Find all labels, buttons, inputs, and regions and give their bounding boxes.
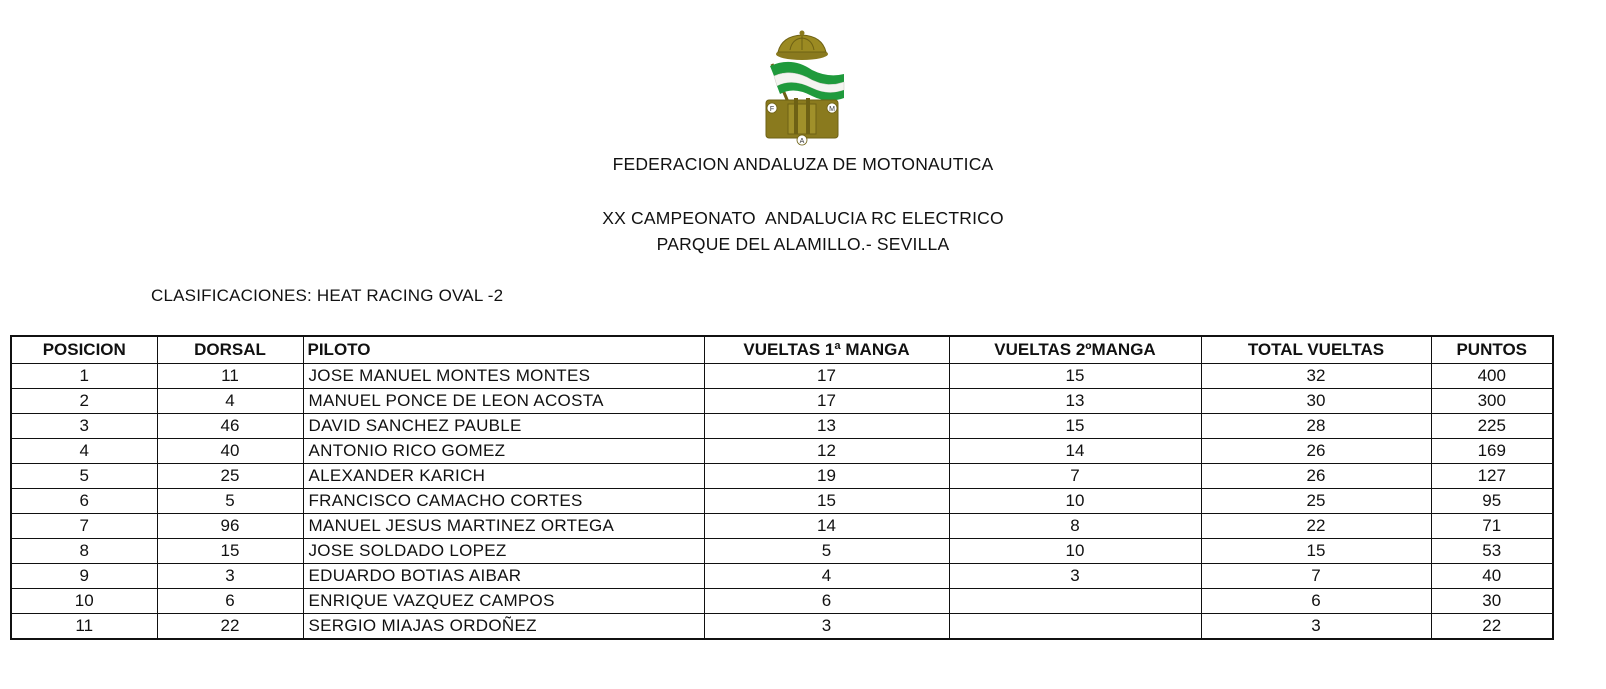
cell-total-vueltas: 7 xyxy=(1201,564,1431,589)
cell-posicion: 2 xyxy=(11,389,157,414)
table-row xyxy=(11,614,1553,640)
cell-piloto: SERGIO MIAJAS ORDOÑEZ xyxy=(303,614,704,640)
cell-vueltas-2 xyxy=(949,589,1201,614)
column-header-dorsal: DORSAL xyxy=(157,336,303,364)
cell-vueltas-2: 7 xyxy=(949,464,1201,489)
cell-vueltas-1: 17 xyxy=(704,364,949,389)
cell-dorsal: 11 xyxy=(157,364,303,389)
cell-dorsal: 46 xyxy=(157,414,303,439)
column-header-vueltas-2: VUELTAS 2ºMANGA xyxy=(949,336,1201,364)
cell-piloto: MANUEL JESUS MARTINEZ ORTEGA xyxy=(303,514,704,539)
table-row xyxy=(11,589,1553,614)
cell-vueltas-1: 19 xyxy=(704,464,949,489)
column-header-posicion: POSICION xyxy=(11,336,157,364)
organization-title: FEDERACION ANDALUZA DE MOTONAUTICA xyxy=(612,154,994,174)
cell-puntos: 127 xyxy=(1431,464,1553,489)
cell-vueltas-1: 15 xyxy=(704,489,949,514)
cell-dorsal: 40 xyxy=(157,439,303,464)
cell-posicion: 5 xyxy=(11,464,157,489)
cell-total-vueltas: 30 xyxy=(1201,389,1431,414)
cell-posicion: 11 xyxy=(11,614,157,640)
crown-icon xyxy=(776,31,828,61)
cell-dorsal: 96 xyxy=(157,514,303,539)
cell-dorsal: 6 xyxy=(157,589,303,614)
cell-puntos: 71 xyxy=(1431,514,1553,539)
table-row xyxy=(11,464,1553,489)
cell-vueltas-2: 14 xyxy=(949,439,1201,464)
cell-dorsal: 5 xyxy=(157,489,303,514)
cell-piloto: ANTONIO RICO GOMEZ xyxy=(303,439,704,464)
cell-vueltas-1: 4 xyxy=(704,564,949,589)
cell-total-vueltas: 3 xyxy=(1201,614,1431,640)
cell-piloto: DAVID SANCHEZ PAUBLE xyxy=(303,414,704,439)
cell-piloto: EDUARDO BOTIAS AIBAR xyxy=(303,564,704,589)
cell-posicion: 1 xyxy=(11,364,157,389)
cell-total-vueltas: 6 xyxy=(1201,589,1431,614)
cell-vueltas-2 xyxy=(949,614,1201,640)
venue-title: PARQUE DEL ALAMILLO.- SEVILLA xyxy=(656,234,950,254)
cell-vueltas-2: 10 xyxy=(949,539,1201,564)
cell-vueltas-1: 13 xyxy=(704,414,949,439)
cell-puntos: 53 xyxy=(1431,539,1553,564)
column-header-total-vueltas: TOTAL VUELTAS xyxy=(1201,336,1431,364)
cell-puntos: 300 xyxy=(1431,389,1553,414)
cell-vueltas-1: 6 xyxy=(704,589,949,614)
table-row xyxy=(11,364,1553,389)
cell-total-vueltas: 15 xyxy=(1201,539,1431,564)
results-table xyxy=(10,335,1554,640)
cell-total-vueltas: 25 xyxy=(1201,489,1431,514)
cell-piloto: FRANCISCO CAMACHO CORTES xyxy=(303,489,704,514)
column-header-vueltas-1: VUELTAS 1ª MANGA xyxy=(704,336,949,364)
cell-dorsal: 15 xyxy=(157,539,303,564)
svg-text:A: A xyxy=(799,138,805,145)
cell-dorsal: 25 xyxy=(157,464,303,489)
cell-vueltas-1: 5 xyxy=(704,539,949,564)
cell-piloto: ENRIQUE VAZQUEZ CAMPOS xyxy=(303,589,704,614)
table-row xyxy=(11,489,1553,514)
cell-puntos: 22 xyxy=(1431,614,1553,640)
cell-puntos: 30 xyxy=(1431,589,1553,614)
table-row xyxy=(11,539,1553,564)
cell-piloto: ALEXANDER KARICH xyxy=(303,464,704,489)
svg-text:M: M xyxy=(829,106,835,113)
cell-vueltas-1: 14 xyxy=(704,514,949,539)
federation-logo xyxy=(752,30,852,148)
table-row xyxy=(11,414,1553,439)
cell-total-vueltas: 28 xyxy=(1201,414,1431,439)
cell-vueltas-2: 15 xyxy=(949,414,1201,439)
cell-posicion: 7 xyxy=(11,514,157,539)
cell-piloto: MANUEL PONCE DE LEON ACOSTA xyxy=(303,389,704,414)
cell-vueltas-2: 8 xyxy=(949,514,1201,539)
cell-dorsal: 3 xyxy=(157,564,303,589)
cell-vueltas-1: 3 xyxy=(704,614,949,640)
cell-puntos: 95 xyxy=(1431,489,1553,514)
cell-puntos: 40 xyxy=(1431,564,1553,589)
cell-vueltas-2: 3 xyxy=(949,564,1201,589)
flag-icon xyxy=(770,62,844,101)
cell-vueltas-2: 13 xyxy=(949,389,1201,414)
column-header-piloto: PILOTO xyxy=(303,336,704,364)
cell-total-vueltas: 26 xyxy=(1201,464,1431,489)
table-row xyxy=(11,389,1553,414)
cell-total-vueltas: 22 xyxy=(1201,514,1431,539)
cell-vueltas-1: 12 xyxy=(704,439,949,464)
gate-icon xyxy=(766,98,838,145)
table-row xyxy=(11,439,1553,464)
cell-total-vueltas: 32 xyxy=(1201,364,1431,389)
cell-puntos: 169 xyxy=(1431,439,1553,464)
cell-dorsal: 22 xyxy=(157,614,303,640)
cell-posicion: 3 xyxy=(11,414,157,439)
cell-posicion: 10 xyxy=(11,589,157,614)
cell-posicion: 6 xyxy=(11,489,157,514)
cell-vueltas-1: 17 xyxy=(704,389,949,414)
cell-vueltas-2: 15 xyxy=(949,364,1201,389)
cell-piloto: JOSE SOLDADO LOPEZ xyxy=(303,539,704,564)
svg-text:F: F xyxy=(769,106,775,113)
cell-dorsal: 4 xyxy=(157,389,303,414)
cell-total-vueltas: 26 xyxy=(1201,439,1431,464)
cell-posicion: 8 xyxy=(11,539,157,564)
cell-puntos: 225 xyxy=(1431,414,1553,439)
column-header-puntos: PUNTOS xyxy=(1431,336,1553,364)
classification-subtitle: CLASIFICACIONES: HEAT RACING OVAL -2 xyxy=(151,286,504,305)
championship-title: XX CAMPEONATO ANDALUCIA RC ELECTRICO xyxy=(602,208,1004,228)
cell-posicion: 4 xyxy=(11,439,157,464)
table-header-row xyxy=(11,336,1553,364)
table-row xyxy=(11,564,1553,589)
cell-posicion: 9 xyxy=(11,564,157,589)
cell-vueltas-2: 10 xyxy=(949,489,1201,514)
cell-puntos: 400 xyxy=(1431,364,1553,389)
cell-piloto: JOSE MANUEL MONTES MONTES xyxy=(303,364,704,389)
table-row xyxy=(11,514,1553,539)
